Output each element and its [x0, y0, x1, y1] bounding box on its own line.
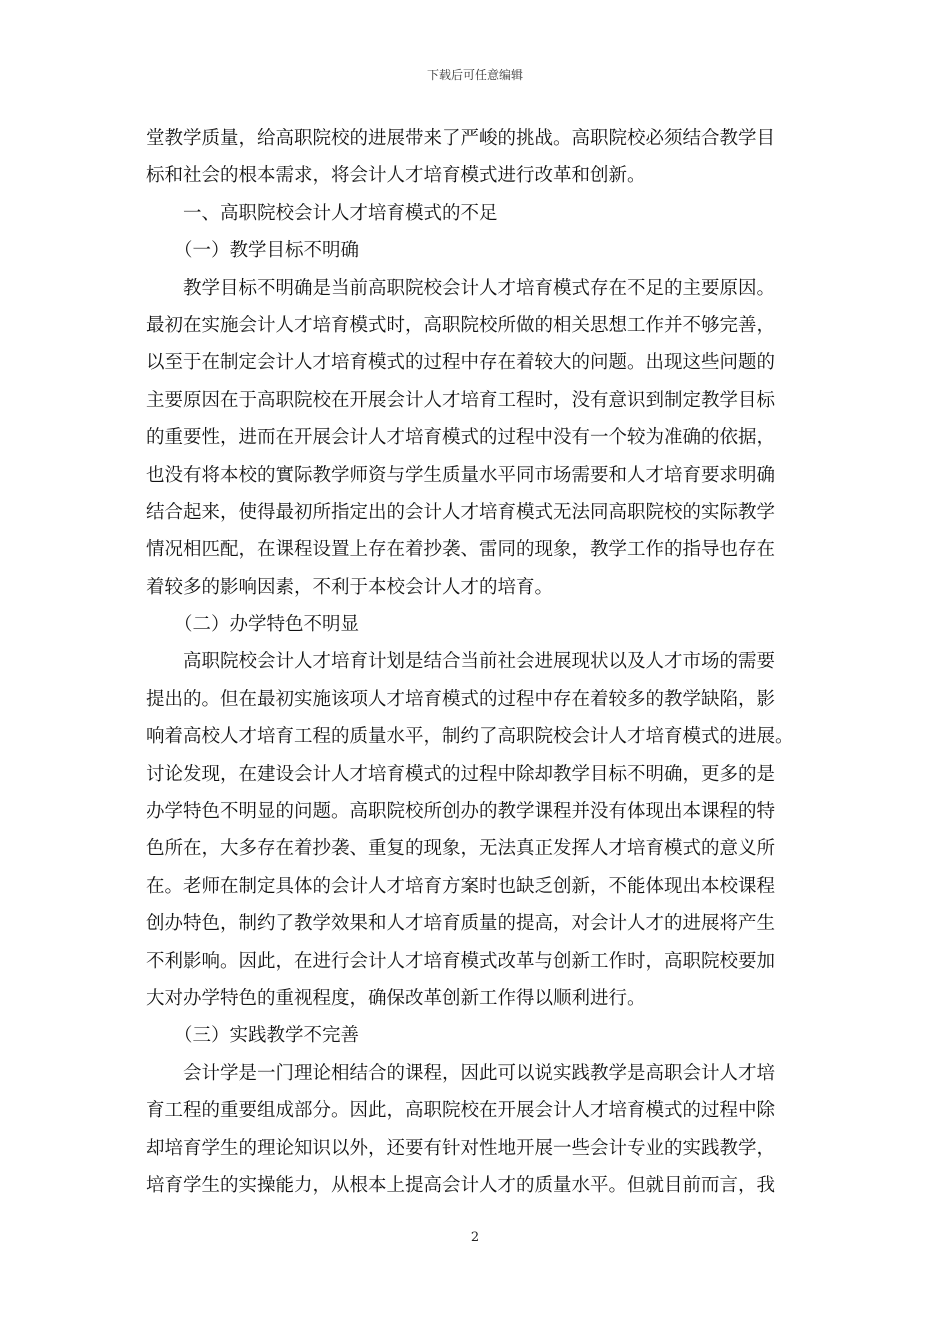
text-line: 标和社会的根本需求，将会计人才培育模式进行改革和创新。 — [146, 165, 646, 187]
text-line: 提出的。但在最初实施该项人才培育模式的过程中存在着较多的教学缺陷，影 — [146, 688, 776, 710]
text-line: 办学特色不明显的问题。高职院校所创办的教学课程并没有体现出本课程的特 — [146, 801, 776, 823]
text-line: 响着高校人才培育工程的质量水平，制约了高职院校会计人才培育模式的进展。 — [146, 726, 794, 748]
text-line: 培育学生的实操能力，从根本上提高会计人才的质量水平。但就目前而言，我 — [146, 1174, 776, 1196]
text-line: 堂教学质量，给高职院校的进展带来了严峻的挑战。高职院校必须结合教学目 — [146, 128, 776, 149]
text-line: （一）教学目标不明确 — [174, 240, 360, 262]
text-line: 情况相匹配，在课程设置上存在着抄袭、雷同的现象，教学工作的指导也存在 — [146, 539, 776, 561]
page-number: 2 — [470, 1230, 480, 1245]
text-line: 一、高职院校会计人才培育模式的不足 — [183, 202, 498, 224]
text-line: 不利影响。因此，在进行会计人才培育模式改革与创新工作时，高职院校要加 — [146, 950, 776, 972]
text-line: 会计学是一门理论相结合的课程，因此可以说实践教学是高职会计人才培 — [183, 1062, 776, 1084]
text-line: 高职院校会计人才培育计划是结合当前社会进展现状以及人才市场的需要 — [183, 651, 776, 673]
text-line: 创办特色，制约了教学效果和人才培育质量的提高，对会计人才的进展将产生 — [146, 913, 776, 935]
text-line: 以至于在制定会计人才培育模式的过程中存在着较大的问题。出现这些问题的 — [146, 352, 776, 374]
text-line: 育工程的重要组成部分。因此，高职院校在开展会计人才培育模式的过程中除 — [146, 1100, 776, 1122]
text-line: （三）实践教学不完善 — [174, 1025, 360, 1047]
text-line: （二）办学特色不明显 — [174, 614, 360, 636]
text-line: 在。老师在制定具体的会计人才培育方案时也缺乏创新，不能体现出本校课程 — [146, 875, 776, 897]
text-line: 结合起来，使得最初所指定出的会计人才培育模式无法同高职院校的实际教学 — [146, 501, 776, 523]
text-line: 的重要性，进而在开展会计人才培育模式的过程中没有一个较为准确的依据， — [146, 427, 776, 449]
text-line: 却培育学生的理论知识以外，还要有针对性地开展一些会计专业的实践教学， — [146, 1137, 776, 1159]
page-header: 下载后可任意编辑 — [426, 68, 523, 82]
text-line: 着较多的影响因素，不利于本校会计人才的培育。 — [146, 576, 554, 598]
text-line: 讨论发现，在建设会计人才培育模式的过程中除却教学目标不明确，更多的是 — [146, 763, 776, 785]
text-line: 色所在，大多存在着抄袭、重复的现象，无法真正发挥人才培育模式的意义所 — [146, 838, 776, 860]
text-line: 也没有将本校的實际教学师资与学生质量水平同市场需要和人才培育要求明确 — [146, 464, 776, 486]
text-line: 教学目标不明确是当前高职院校会计人才培育模式存在不足的主要原因。 — [183, 277, 776, 299]
text-line: 大对办学特色的重视程度，确保改革创新工作得以顺利进行。 — [146, 987, 646, 1009]
text-line: 主要原因在于高职院校在开展会计人才培育工程时，没有意识到制定教学目标 — [146, 389, 776, 411]
text-line: 最初在实施会计人才培育模式时，高职院校所做的相关思想工作并不够完善， — [146, 314, 776, 336]
document-body — [146, 120, 806, 1204]
